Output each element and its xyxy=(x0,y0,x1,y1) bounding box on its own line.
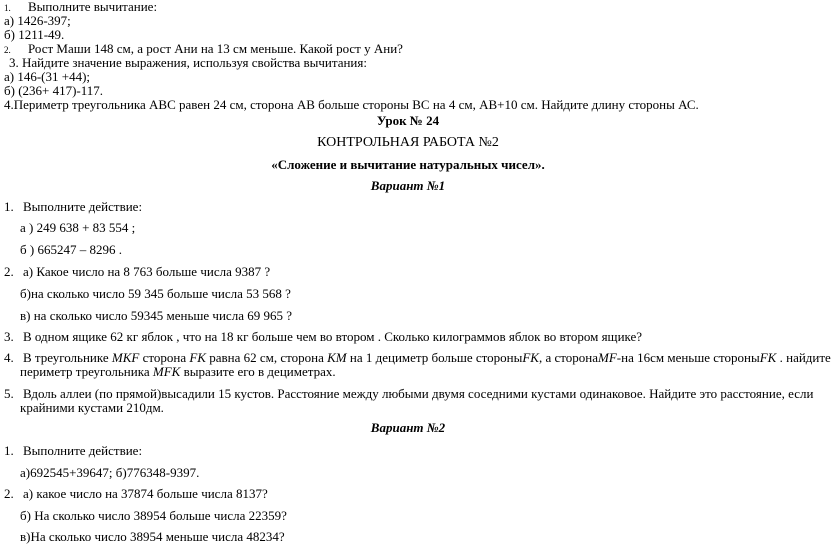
v2-q1-text: Выполните действие: xyxy=(23,443,143,458)
v1-q2a: а) Какое число на 8 763 больше числа 9387 ? xyxy=(23,264,271,279)
v1-q5-text: Вдоль аллеи (по прямой)высадили 15 кустов. Расстояние между любыми двумя соседними кустами одинаковое. Найдите это расстояние, если xyxy=(23,386,814,401)
v1-q4-line2: периметр треугольника MFK выразите его в дециметрах. xyxy=(20,364,336,379)
v2-q2a: а) какое число на 37874 больше числа 8137? xyxy=(23,486,268,501)
v2-q1-number: 1. xyxy=(4,443,14,458)
test-title: КОНТРОЛЬНАЯ РАБОТА №2 xyxy=(317,135,499,150)
top-item-3b: б) (236+ 417)-117. xyxy=(4,83,104,98)
v2-q1 xyxy=(4,443,142,458)
v1-q2 xyxy=(4,264,270,279)
v1-q1-number: 1. xyxy=(4,199,14,214)
v1-q2-number: 2. xyxy=(4,264,14,279)
top-item-4: 4.Периметр треугольника АВС равен 24 см, сторона АВ больше стороны ВС на 4 см, АВ+10 см. Найдите длину стороны АС. xyxy=(4,97,699,112)
top-item-1-number: 1. xyxy=(4,3,11,13)
v1-q1a: а ) 249 638 + 83 554 ; xyxy=(20,220,136,235)
top-item-1b: б) 1211-49. xyxy=(4,27,65,42)
v1-q2c: в) на сколько число 59345 меньше числа 69 965 ? xyxy=(20,308,292,323)
top-item-2-text: Рост Маши 148 см, а рост Ани на 13 см меньше. Какой рост у Ани? xyxy=(28,41,403,56)
v1-q1b: б ) 665247 – 8296 . xyxy=(20,242,122,257)
v1-q1 xyxy=(4,199,142,214)
top-item-3a: а) 146-(31 +44); xyxy=(4,69,91,84)
v1-q3 xyxy=(4,329,642,344)
top-item-2-number: 2. xyxy=(4,45,11,55)
v2-q2 xyxy=(4,486,268,501)
v2-q2-number: 2. xyxy=(4,486,14,501)
v1-q3-number: 3. xyxy=(4,329,14,344)
v1-q5-number: 5. xyxy=(4,386,14,401)
top-item-1a: а) 1426-397; xyxy=(4,13,71,28)
variant-1-title: Вариант №1 xyxy=(370,178,446,193)
v1-q3-text: В одном ящике 62 кг яблок , что на 18 кг больше чем во втором . Сколько килограммов яблок во втором ящике? xyxy=(23,329,643,344)
v1-q4 xyxy=(4,350,831,365)
v1-q4-text: В треугольнике MKF сторона FK равна 62 см, сторона KM на 1 дециметр больше стороныFK, а сторонаMF-на 16см меньше стороныFK . найдите xyxy=(23,350,831,365)
v2-q2c: в)На сколько число 38954 меньше числа 48234? xyxy=(20,529,285,544)
lesson-title: Урок № 24 xyxy=(376,113,440,128)
v1-q5-line2: крайними кустами 210дм. xyxy=(20,400,164,415)
topic-title: «Сложение и вычитание натуральных чисел». xyxy=(271,157,545,172)
top-item-3: 3. Найдите значение выражения, используя свойства вычитания: xyxy=(9,55,367,70)
v1-q1-text: Выполните действие: xyxy=(23,199,143,214)
v2-q2b: б) На сколько число 38954 больше числа 22359? xyxy=(20,508,287,523)
v2-q1ab: а)692545+39647; б)776348-9397. xyxy=(20,465,200,480)
v1-q4-number: 4. xyxy=(4,350,14,365)
top-item-1-text: Выполните вычитание: xyxy=(28,0,158,14)
v1-q5 xyxy=(4,386,813,401)
v1-q2b: б)на сколько число 59 345 больше числа 53 568 ? xyxy=(20,286,291,301)
variant-2-title: Вариант №2 xyxy=(370,420,446,435)
